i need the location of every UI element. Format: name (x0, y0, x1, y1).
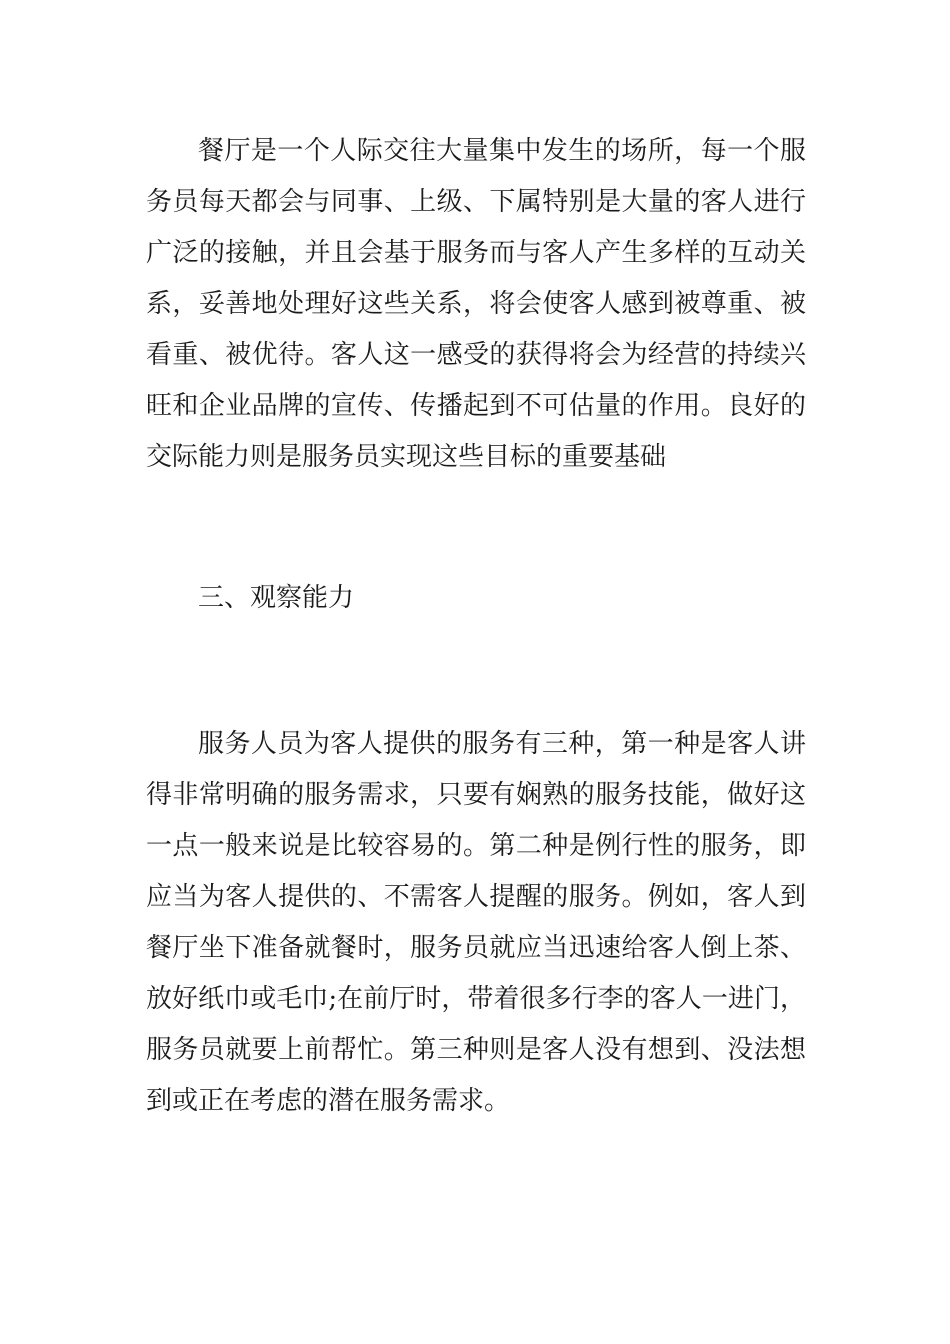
section-heading: 三、观察能力 (198, 583, 355, 613)
body-paragraph: 餐厅是一个人际交往大量集中发生的场所，每一个服务员每天都会与同事、上级、下属特别是大量的客人进行广泛的接触，并且会基于服务而与客人产生多样的互动关系，妥善地处理好这些关系，将会使客人感到被尊重、被看重、被优待。客人这一感受的获得将会为经营的持续兴旺和企业品牌的宣传、传播起到不可估量的作用。良好的交际能力则是服务员实现这些目标的重要基础 (146, 136, 806, 472)
body-paragraph: 服务人员为客人提供的服务有三种，第一种是客人讲得非常明确的服务需求，只要有娴熟的服务技能，做好这一点一般来说是比较容易的。第二种是例行性的服务，即应当为客人提供的、不需客人提醒的服务。例如，客人到餐厅坐下准备就餐时，服务员就应当迅速给客人倒上茶、放好纸巾或毛巾;在前厅时，带着很多行李的客人一进门，服务员就要上前帮忙。第三种则是客人没有想到、没法想到或正在考虑的潜在服务需求。 (146, 729, 806, 1116)
